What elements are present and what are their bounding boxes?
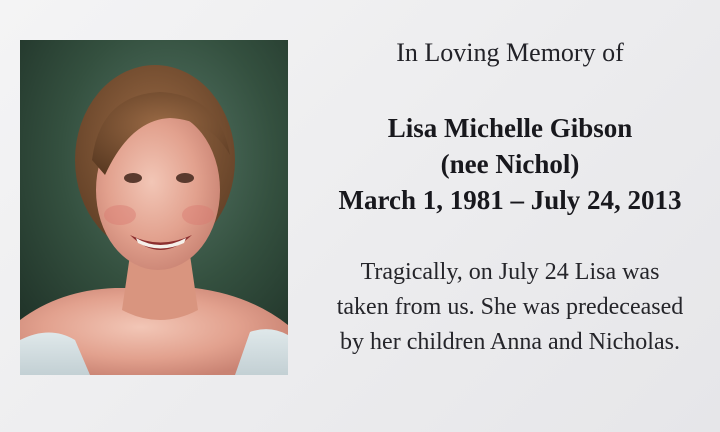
heading-text: In Loving Memory of bbox=[396, 38, 624, 67]
full-name: Lisa Michelle Gibson bbox=[387, 113, 633, 143]
paragraph-line: taken from us. She was predeceased bbox=[336, 294, 684, 320]
portrait-photo bbox=[20, 40, 288, 375]
portrait-image bbox=[20, 40, 288, 375]
life-dates: March 1, 1981 – July 24, 2013 bbox=[338, 185, 682, 215]
paragraph-line: by her children Anna and Nicholas. bbox=[340, 329, 680, 355]
name-block bbox=[300, 110, 720, 218]
maiden-name: (nee Nichol) bbox=[440, 149, 580, 179]
memorial-heading bbox=[300, 37, 720, 69]
memorial-paragraph bbox=[300, 255, 720, 360]
paragraph-line: Tragically, on July 24 Lisa was bbox=[360, 259, 660, 285]
